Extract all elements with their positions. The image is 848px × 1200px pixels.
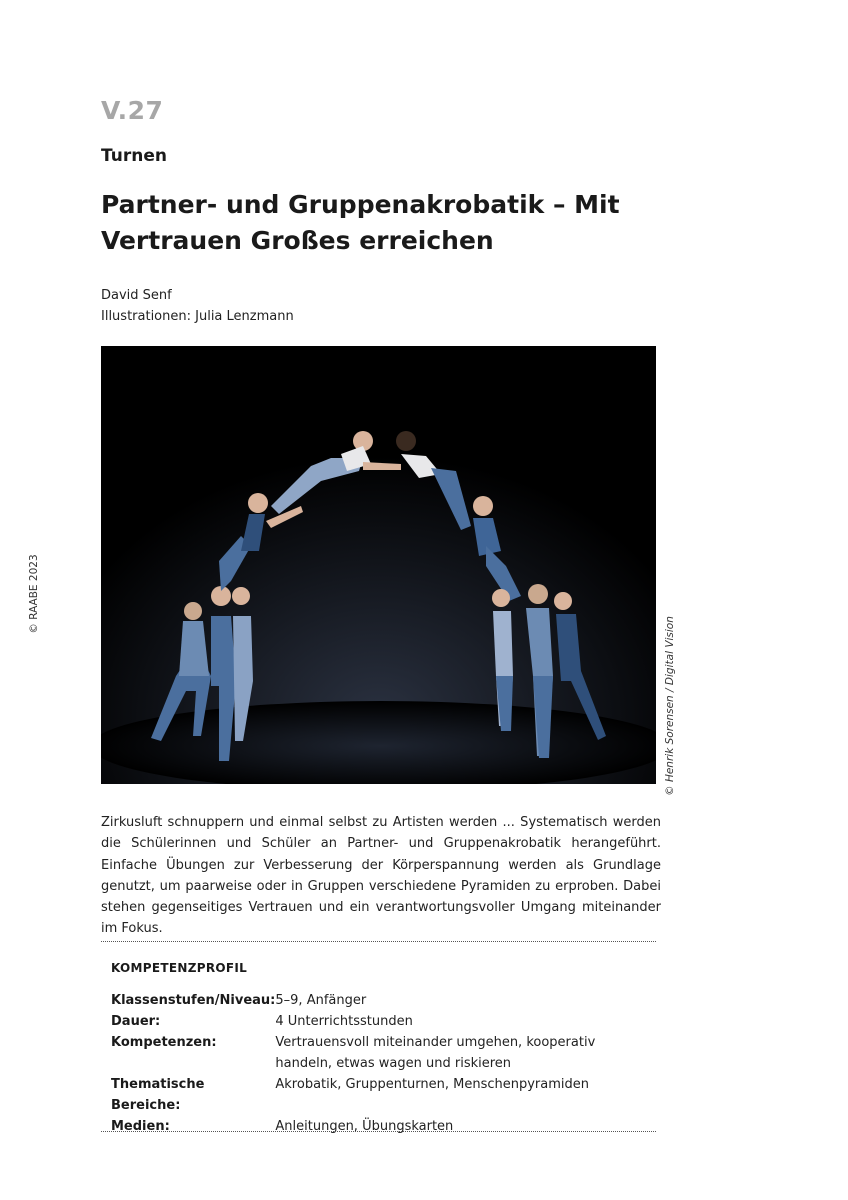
intro-paragraph: Zirkusluft schnuppern und einmal selbst zu Artisten werden ... Systematisch werden die Schülerinnen und Schüler an Partner- und Gruppenakrobatik herangeführt. Einfache Übungen zur Verbesserung der Körperspannung werden als Grundlage genutzt, um paarweise oder in Gruppen verschiedene Pyramiden zu erproben. Dabei stehen gegenseitiges Vertrauen und ein verantwortungsvoller Umgang miteinander im Fokus. [101,815,661,937]
row-label: Klassenstufen/Niveau: [111,993,276,1008]
row-label: Kompetenzen: [111,1035,217,1050]
page-title: Partner- und Gruppenakrobatik – Mit Vertrauen Großes erreichen [101,190,620,255]
row-value: 4 Unterrichtsstunden [275,1014,413,1029]
table-row [111,1011,656,1032]
row-value: Anleitungen, Übungskarten [275,1119,454,1134]
illustrator-credit: Illustrationen: Julia Lenzmann [101,309,294,324]
row-label: Dauer: [111,1014,161,1029]
table-row [111,1116,656,1137]
side-copyright: © RAABE 2023 [28,554,40,634]
dotted-divider-bottom [101,1131,656,1132]
human-pyramid-illustration [101,346,656,784]
kompetenzprofil-heading: KOMPETENZPROFIL [111,961,248,975]
photo-credit: © Henrik Sorensen / Digital Vision [664,616,676,796]
row-value: 5–9, Anfänger [275,993,367,1008]
acrobatics-photo [101,346,656,784]
author-name: David Senf [101,288,172,303]
row-label: Thematische Bereiche: [111,1077,205,1113]
category-label: Turnen [101,146,167,166]
row-value: Vertrauensvoll miteinander umgehen, kooperativ handeln, etwas wagen und riskieren [275,1035,596,1071]
row-label: Medien: [111,1119,170,1134]
dotted-divider-top [101,941,656,942]
table-row [111,1032,656,1074]
table-row [111,1074,656,1116]
table-row [111,990,656,1011]
kompetenzprofil-table [111,990,656,1137]
row-value: Akrobatik, Gruppenturnen, Menschenpyramiden [275,1077,590,1092]
section-code: V.27 [101,96,164,125]
